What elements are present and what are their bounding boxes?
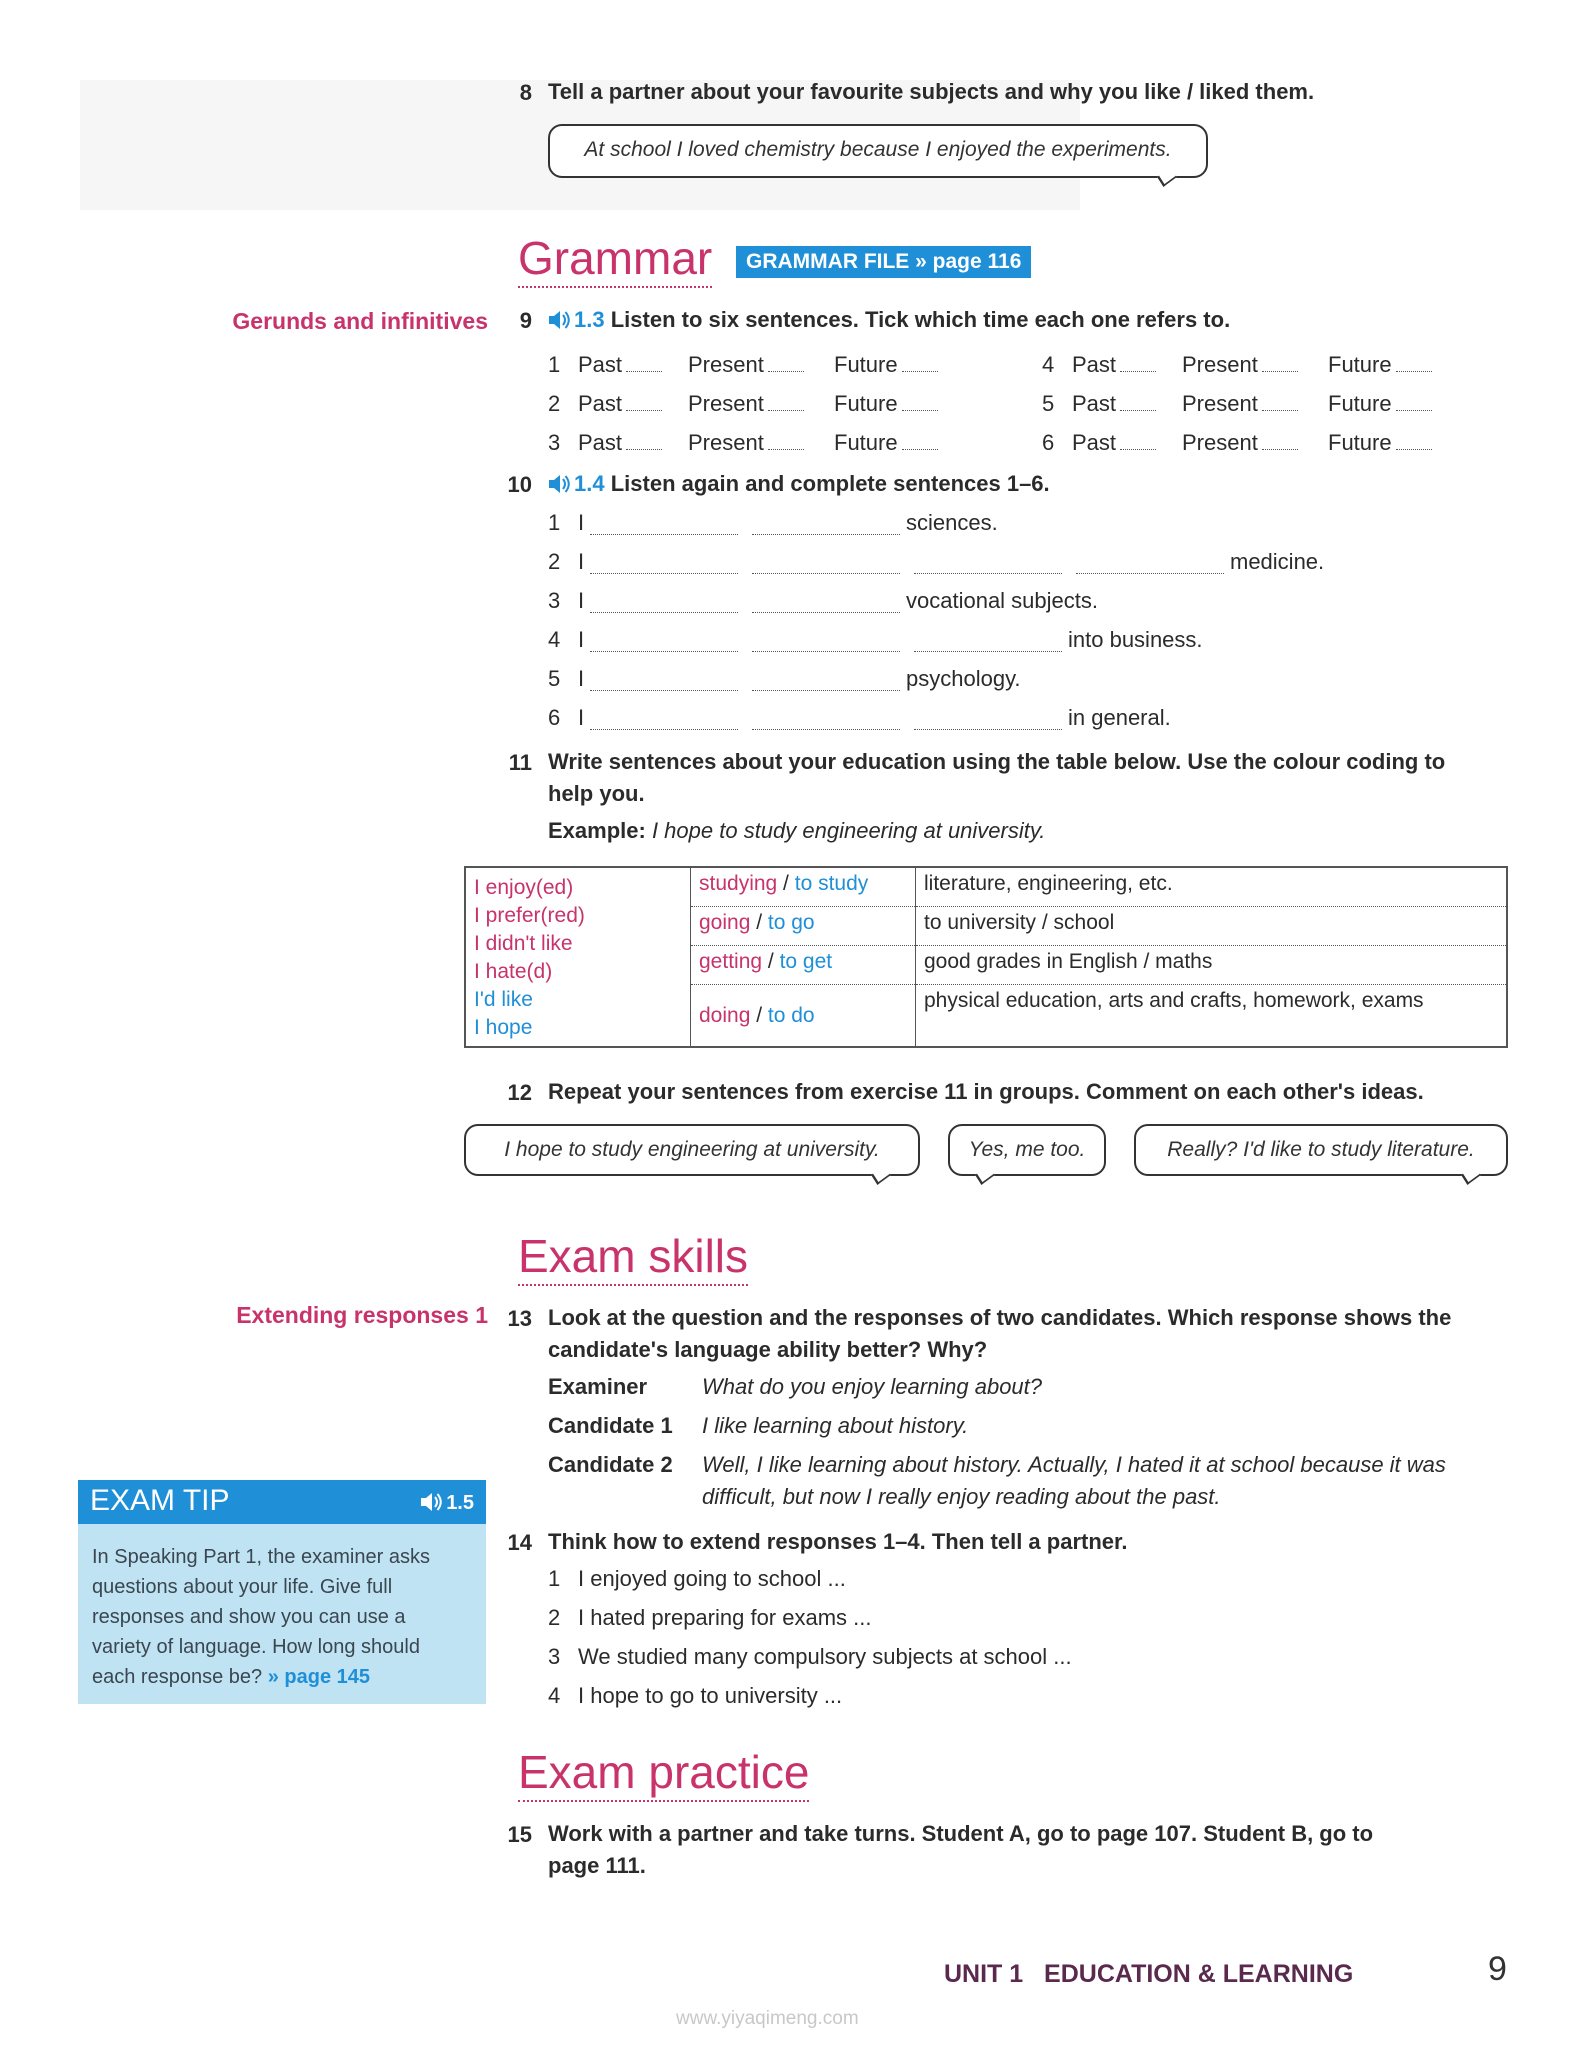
instruction-text: Listen to six sentences. Tick which time each one refers to. [610, 307, 1231, 332]
verb-form-cell [691, 946, 916, 985]
answer-blank[interactable] [590, 651, 738, 652]
slash: / [750, 911, 768, 934]
tick-option-past[interactable] [578, 391, 662, 417]
audio-icon[interactable] [548, 310, 570, 330]
tick-option-future-text: Future [834, 430, 898, 455]
tick-option-past[interactable] [1072, 430, 1156, 456]
exercise-instruction-cont: candidate's language ability better? Why? [548, 1337, 988, 1362]
speaker-label: Candidate 2 [548, 1452, 673, 1477]
side-label-extending: Extending responses 1 [236, 1302, 488, 1328]
object-cell: good grades in English / maths [916, 946, 1508, 985]
sentence-end: in general. [1068, 705, 1171, 730]
audio-track-number: 1.4 [574, 471, 605, 496]
answer-blank[interactable] [590, 534, 738, 535]
row-number [1042, 391, 1054, 417]
row-number-text: 2 [548, 391, 561, 416]
gerund-form: studying [699, 872, 778, 895]
answer-blank[interactable] [590, 729, 738, 730]
tick-blank[interactable] [626, 410, 662, 411]
speech-bubble: I hope to study engineering at university. [464, 1124, 920, 1176]
tick-blank[interactable] [902, 449, 938, 450]
unit-number: UNIT 1 [944, 1960, 1024, 1988]
tick-option-future-text: Future [1328, 391, 1392, 416]
answer-blank[interactable] [590, 573, 738, 574]
answer-blank[interactable] [590, 690, 738, 691]
row-number-text: 4 [1042, 352, 1055, 377]
tick-blank[interactable] [1120, 410, 1156, 411]
row-number [548, 352, 560, 378]
speech-bubble: Yes, me too. [948, 1124, 1106, 1176]
infinitive-form: to get [779, 950, 833, 973]
infinitive-form: to go [767, 911, 815, 934]
verb-form-cell [691, 907, 916, 946]
audio-track-number: 1.3 [574, 307, 605, 332]
verb-gerund: I hate(d) [474, 960, 553, 983]
answer-blank[interactable] [752, 534, 900, 535]
exercise-instruction: Work with a partner and take turns. Student A, go to page 107. Student B, go to [548, 1821, 1374, 1846]
gerund-form: doing [699, 1003, 751, 1027]
sentence-end: into business. [1068, 627, 1203, 652]
tick-blank[interactable] [768, 371, 804, 372]
tick-option-past-text: Past [1072, 430, 1117, 455]
answer-blank[interactable] [752, 651, 900, 652]
exercise-number: 13 [507, 1306, 532, 1331]
tick-option-past[interactable] [578, 430, 662, 456]
answer-blank[interactable] [914, 651, 1062, 652]
row-number: 5 [548, 666, 561, 691]
tick-option-present-text: Present [688, 430, 764, 455]
exercise-instruction [548, 304, 1230, 336]
infinitive-form: to do [767, 1003, 815, 1027]
side-label-gerunds: Gerunds and infinitives [232, 308, 488, 334]
page-link[interactable]: » page 145 [267, 1666, 370, 1688]
answer-blank[interactable] [914, 729, 1062, 730]
sentence-end: vocational subjects. [906, 588, 1098, 613]
grammar-file-link[interactable]: GRAMMAR FILE » page 116 [736, 246, 1031, 278]
exam-tip-title: EXAM TIP [90, 1484, 230, 1517]
unit-topic: EDUCATION & LEARNING [1044, 1960, 1354, 1988]
exercise-instruction-cont: page 111. [548, 1853, 646, 1878]
verb-gerund: I prefer(red) [474, 904, 585, 927]
section-title-exam-skills: Exam skills [518, 1230, 748, 1286]
gerund-form: going [699, 911, 751, 934]
response-prompt: I hope to go to university ... [578, 1683, 843, 1708]
sentence-start: I [578, 510, 585, 535]
tick-blank[interactable] [1120, 449, 1156, 450]
answer-blank[interactable] [752, 612, 900, 613]
tick-option-past-text: Past [578, 391, 623, 416]
answer-blank[interactable] [752, 573, 900, 574]
sentence-start: I [578, 549, 585, 574]
tick-blank[interactable] [1262, 371, 1298, 372]
tick-option-past-text: Past [1072, 352, 1117, 377]
exercise-instruction: Look at the question and the responses of two candidates. Which response shows the [548, 1305, 1452, 1330]
tick-blank[interactable] [768, 449, 804, 450]
gerund-form: getting [699, 950, 763, 973]
tick-blank[interactable] [1396, 371, 1432, 372]
answer-blank[interactable] [752, 690, 900, 691]
row-number: 6 [548, 705, 561, 730]
page-number: 9 [1488, 1950, 1507, 1988]
tick-option-present-text: Present [1182, 391, 1258, 416]
tick-option-past[interactable] [1072, 391, 1156, 417]
sentence-start: I [578, 627, 585, 652]
tick-option-future[interactable] [1328, 430, 1432, 456]
tick-option-past-text: Past [1072, 391, 1117, 416]
verb-form-cell [691, 867, 916, 907]
exercise-instruction-cont: help you. [548, 781, 645, 806]
exercise-number: 10 [507, 472, 532, 497]
tick-option-past[interactable] [1072, 352, 1156, 378]
tick-option-present[interactable] [688, 430, 804, 456]
dialogue-line: What do you enjoy learning about? [702, 1374, 1043, 1399]
exercise-instruction: Repeat your sentences from exercise 11 in groups. Comment on each other's ideas. [548, 1079, 1424, 1104]
object-cell: literature, engineering, etc. [916, 867, 1508, 907]
verb-gerund: I enjoy(ed) [474, 876, 574, 899]
section-title-exam-practice: Exam practice [518, 1746, 809, 1802]
tick-option-present-text: Present [688, 352, 764, 377]
item-number: 1 [548, 1566, 561, 1591]
slash: / [777, 872, 795, 895]
tick-blank[interactable] [902, 371, 938, 372]
tick-blank[interactable] [902, 410, 938, 411]
tick-blank[interactable] [1262, 449, 1298, 450]
verb-infinitive: I hope [474, 1016, 533, 1039]
tick-option-future[interactable] [834, 352, 938, 378]
row-number [1042, 430, 1054, 456]
exercise-number: 8 [519, 80, 532, 105]
dialogue-line: Well, I like learning about history. Actually, I hated it at school because it was [702, 1452, 1446, 1477]
dialogue-line: I like learning about history. [702, 1413, 969, 1438]
slash: / [762, 950, 780, 973]
exercise-number: 14 [507, 1530, 532, 1555]
audio-icon[interactable] [420, 1492, 442, 1512]
response-prompt: I enjoyed going to school ... [578, 1566, 846, 1591]
infinitive-form: to study [794, 872, 869, 895]
sentence-builder-table [464, 866, 1508, 1048]
section-title-grammar: Grammar [518, 232, 712, 288]
item-number: 4 [548, 1683, 561, 1708]
tip-line: variety of language. How long should [92, 1636, 420, 1658]
row-number: 3 [548, 588, 561, 613]
verb-gerund: I didn't like [474, 932, 573, 955]
item-number: 3 [548, 1644, 561, 1669]
tick-option-present-text: Present [1182, 430, 1258, 455]
exercise-number: 11 [508, 750, 532, 775]
tip-line: responses and show you can use a [92, 1606, 406, 1628]
audio-icon[interactable] [548, 474, 570, 494]
tip-line-text: each response be? [92, 1666, 263, 1688]
tick-option-future[interactable] [834, 391, 938, 417]
speech-bubble: Really? I'd like to study literature. [1134, 1124, 1508, 1176]
answer-blank[interactable] [590, 612, 738, 613]
object-cell: to university / school [916, 907, 1508, 946]
tick-blank[interactable] [1262, 410, 1298, 411]
tick-option-past[interactable] [578, 352, 662, 378]
footer-unit [944, 1960, 1353, 1989]
response-prompt: I hated preparing for exams ... [578, 1605, 872, 1630]
tick-blank[interactable] [1396, 449, 1432, 450]
row-number [548, 391, 560, 417]
tick-blank[interactable] [768, 410, 804, 411]
exercise-number: 15 [507, 1822, 532, 1847]
exam-tip-audio[interactable] [420, 1492, 474, 1515]
tick-blank[interactable] [626, 449, 662, 450]
slash: / [750, 1003, 768, 1027]
tick-option-present[interactable] [688, 352, 804, 378]
example-line [548, 818, 1045, 844]
dialogue-line-cont: difficult, but now I really enjoy reading about the past. [702, 1484, 1221, 1509]
exercise-instruction: Think how to extend responses 1–4. Then tell a partner. [548, 1529, 1128, 1554]
row-number-text: 3 [548, 430, 561, 455]
tick-blank[interactable] [626, 371, 662, 372]
tip-line: questions about your life. Give full [92, 1576, 393, 1598]
sentence-end: medicine. [1230, 549, 1325, 574]
sentence-end: sciences. [906, 510, 998, 535]
exam-tip-body [78, 1524, 486, 1704]
object-cell: physical education, arts and crafts, homework, exams [924, 989, 1424, 1012]
tip-line: In Speaking Part 1, the examiner asks [92, 1546, 430, 1568]
tick-option-present-text: Present [1182, 352, 1258, 377]
speaker-label: Candidate 1 [548, 1413, 673, 1438]
exercise-instruction [548, 468, 1050, 500]
tick-option-present-text: Present [688, 391, 764, 416]
exam-tip-header [78, 1480, 486, 1524]
sentence-start: I [578, 588, 585, 613]
example-label: Example: [548, 818, 646, 843]
tick-option-future[interactable] [834, 430, 938, 456]
tip-line [92, 1662, 472, 1692]
answer-blank[interactable] [914, 573, 1062, 574]
exercise-instruction: Write sentences about your education using the table below. Use the colour coding to [548, 749, 1446, 774]
audio-track-number: 1.5 [446, 1492, 474, 1514]
row-number [1042, 352, 1054, 378]
example-text: I hope to study engineering at university. [651, 818, 1046, 843]
row-number: 2 [548, 549, 561, 574]
tick-option-past-text: Past [578, 430, 623, 455]
tick-option-future[interactable] [1328, 391, 1432, 417]
row-number: 4 [548, 627, 561, 652]
tick-option-present[interactable] [1182, 430, 1298, 456]
tick-option-future-text: Future [1328, 352, 1392, 377]
answer-blank[interactable] [1076, 573, 1224, 574]
verb-column [465, 867, 691, 1047]
row-number: 1 [548, 510, 561, 535]
speaker-label: Examiner [548, 1374, 648, 1399]
tick-option-future-text: Future [834, 391, 898, 416]
tick-blank[interactable] [1120, 371, 1156, 372]
row-number-text: 6 [1042, 430, 1055, 455]
instruction-text: Listen again and complete sentences 1–6. [610, 471, 1050, 496]
tick-option-past-text: Past [578, 352, 623, 377]
verb-form-cell [691, 985, 916, 1048]
tick-option-future-text: Future [1328, 430, 1392, 455]
answer-blank[interactable] [752, 729, 900, 730]
row-number-text: 1 [548, 352, 561, 377]
item-number: 2 [548, 1605, 561, 1630]
verb-infinitive: I'd like [474, 988, 533, 1011]
watermark: www.yiyaqimeng.com [676, 2008, 859, 2029]
sentence-start: I [578, 705, 585, 730]
tick-option-future[interactable] [1328, 352, 1432, 378]
tick-option-present[interactable] [1182, 352, 1298, 378]
exercise-number: 9 [519, 308, 532, 333]
tick-blank[interactable] [1396, 410, 1432, 411]
speech-bubble: At school I loved chemistry because I enjoyed the experiments. [548, 124, 1208, 178]
exercise-instruction: Tell a partner about your favourite subjects and why you like / liked them. [548, 79, 1315, 104]
row-number-text: 5 [1042, 391, 1055, 416]
sentence-end: psychology. [906, 666, 1021, 691]
sentence-start: I [578, 666, 585, 691]
response-prompt: We studied many compulsory subjects at school ... [578, 1644, 1072, 1669]
row-number [548, 430, 560, 456]
tick-option-present[interactable] [1182, 391, 1298, 417]
exercise-number: 12 [507, 1080, 532, 1105]
tick-option-future-text: Future [834, 352, 898, 377]
tick-option-present[interactable] [688, 391, 804, 417]
